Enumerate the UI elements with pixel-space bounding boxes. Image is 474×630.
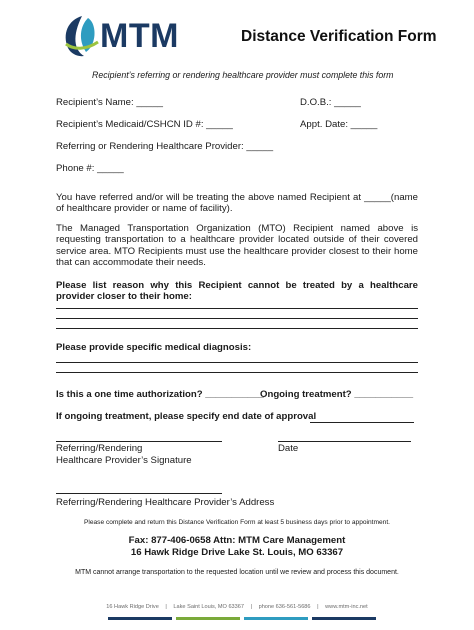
appt-date-field: Appt. Date: _____ <box>300 119 378 130</box>
return-note: Please complete and return this Distance Verification Form at least 5 business days prior to appointment. <box>83 519 391 526</box>
referral-paragraph: You have referred and/or will be treating the above named Recipient at _____(name of healthcare provider or name of facility). <box>56 192 418 215</box>
footer-city: Lake Saint Louis, MO 63367 <box>173 604 244 610</box>
signature-line <box>56 441 222 442</box>
recipient-name-field: Recipient’s Name: _____ <box>56 97 164 108</box>
footer-bar-3 <box>244 617 308 620</box>
address-label: Referring/Rendering Healthcare Provider’s Address <box>56 497 275 508</box>
answer-line <box>56 372 418 373</box>
ongoing-treatment-question: Ongoing treatment? ___________ <box>260 389 414 400</box>
signature-label: Referring/Rendering <box>56 443 143 454</box>
form-title: Distance Verification Form <box>241 28 437 45</box>
phone-field: Phone #: _____ <box>56 163 124 174</box>
mtm-logo <box>60 14 195 59</box>
footer-bar-4 <box>312 617 376 620</box>
answer-line <box>56 362 418 363</box>
answer-line <box>56 328 418 329</box>
answer-line <box>56 308 418 309</box>
address-line <box>56 493 222 494</box>
diagnosis-question: Please provide specific medical diagnosis: <box>56 342 252 353</box>
logo-wordmark: MTM <box>100 17 179 55</box>
footer-bar-1 <box>108 617 172 620</box>
date-label: Date <box>278 443 299 454</box>
fax-attn-line: Fax: 877-406-0658 Attn: MTM Care Management <box>128 535 346 546</box>
date-line <box>278 441 411 442</box>
answer-line <box>56 318 418 319</box>
reason-question: Please list reason why this Recipient cannot be treated by a healthcare provider closer to their home: <box>56 280 418 303</box>
end-date-line <box>310 422 414 423</box>
one-time-authorization-question: Is this a one time authorization? ___________ <box>56 389 264 400</box>
dob-field: D.O.B.: _____ <box>300 97 361 108</box>
signature-label-2: Healthcare Provider’s Signature <box>56 455 192 466</box>
form-instruction: Recipient’s referring or rendering healthcare provider must complete this form <box>92 70 394 80</box>
end-date-question: If ongoing treatment, please specify end date of approval <box>56 411 317 422</box>
medicaid-id-field: Recipient’s Medicaid/CSHCN ID #: _____ <box>56 119 233 130</box>
logo-swoosh-icon <box>60 14 100 58</box>
disclaimer: MTM cannot arrange transportation to the requested location until we review and process this document. <box>75 569 399 576</box>
footer-bar-2 <box>176 617 240 620</box>
mailing-address-line: 16 Hawk Ridge Drive Lake St. Louis, MO 63367 <box>130 547 344 558</box>
footer-phone: phone 636-561-5686 <box>258 604 311 610</box>
referring-provider-field: Referring or Rendering Healthcare Provider: _____ <box>56 141 274 152</box>
page-footer: 16 Hawk Ridge Drive | Lake Saint Louis, MO 63367 | phone 636-561-5686 | www.mtm-inc.net <box>106 604 368 610</box>
footer-address: 16 Hawk Ridge Drive <box>106 604 159 610</box>
footer-website: www.mtm-inc.net <box>325 604 368 610</box>
mto-paragraph: The Managed Transportation Organization (MTO) Recipient named above is requesting transportation to a healthcare provider located outside of their covered service area. MTO Recipients must use the healthcare provider closest to their home that can accommodate their needs. <box>56 223 418 269</box>
